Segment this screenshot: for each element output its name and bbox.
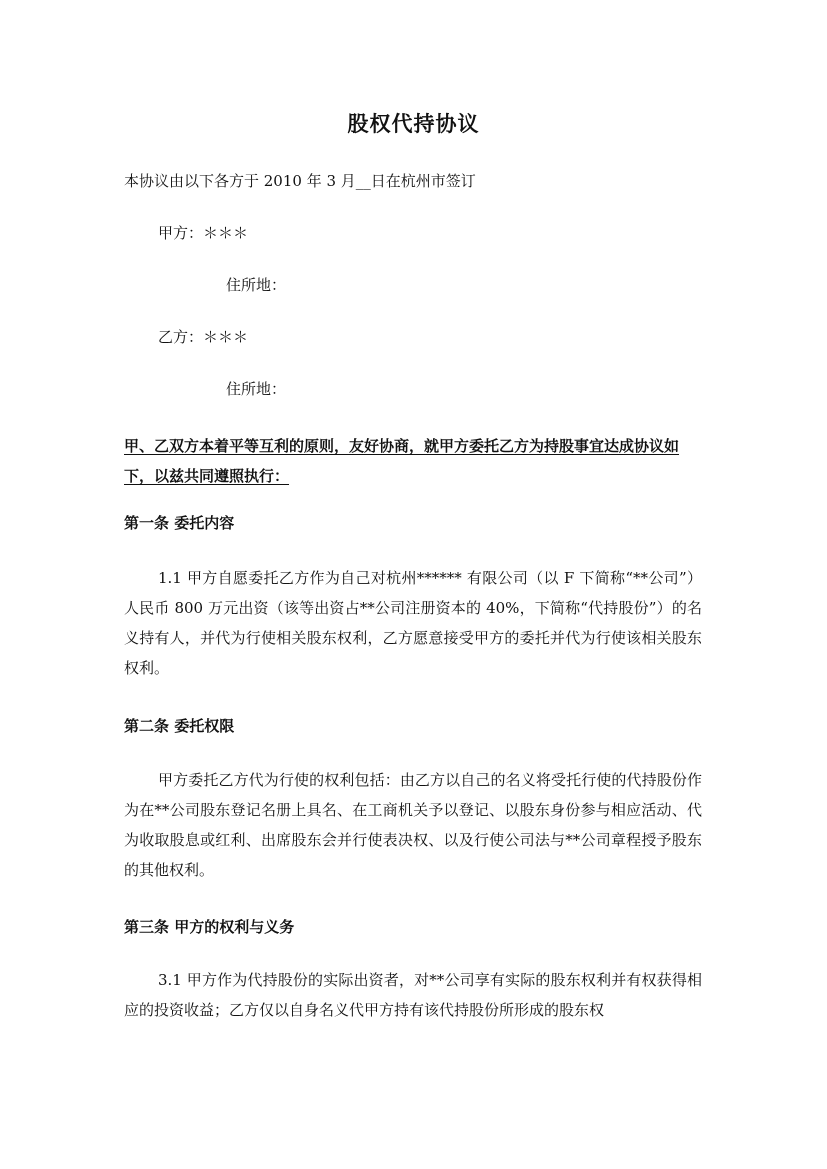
section-3-paragraph: 3.1 甲方作为代持股份的实际出资者，对**公司享有实际的股东权利并有权获得相应的投资收益；乙方仅以自身名义代甲方持有该代持股份所形成的股东权 xyxy=(124,971,702,1019)
section-1-heading: 第一条 委托内容 xyxy=(124,514,235,532)
section-2-heading: 第二条 委托权限 xyxy=(124,717,235,735)
document-title: 股权代持协议 xyxy=(347,111,480,136)
section-3-heading: 第三条 甲方的权利与义务 xyxy=(124,918,295,936)
section-2-paragraph: 甲方委托乙方代为行使的权利包括：由乙方以自己的名义将受托行使的代持股份作为在**公司股东登记名册上具名、在工商机关予以登记、以股东身份参与相应活动、代为收取股息或红利、出席股东会并行使表决权、以及行使公司法与**公司章程授予股东的其他权利。 xyxy=(124,771,702,879)
party-b-label: 乙方：＊＊＊ xyxy=(158,328,249,346)
intro-line: 本协议由以下各方于 2010 年 3 月__日在杭州市签订 xyxy=(124,172,476,190)
party-b-address: 住所地： xyxy=(226,380,287,398)
preamble-text: 甲、乙双方本着平等互利的原则，友好协商，就甲方委托乙方为持股事宜达成协议如下，以兹共同遵照执行： xyxy=(124,437,680,485)
section-1-paragraph: 1.1 甲方自愿委托乙方作为自己对杭州****** 有限公司（以 F 下简称“**公司”）人民币 800 万元出资（该等出资占**公司注册资本的 40%，下简称“代持股份”）的名义持有人，并代为行使相关股东权利，乙方愿意接受甲方的委托并代为行使该相关股东权利。 xyxy=(124,569,702,677)
preamble-paragraph xyxy=(124,431,704,491)
party-a-label: 甲方：＊＊＊ xyxy=(158,224,249,242)
party-a-address: 住所地： xyxy=(226,276,287,294)
